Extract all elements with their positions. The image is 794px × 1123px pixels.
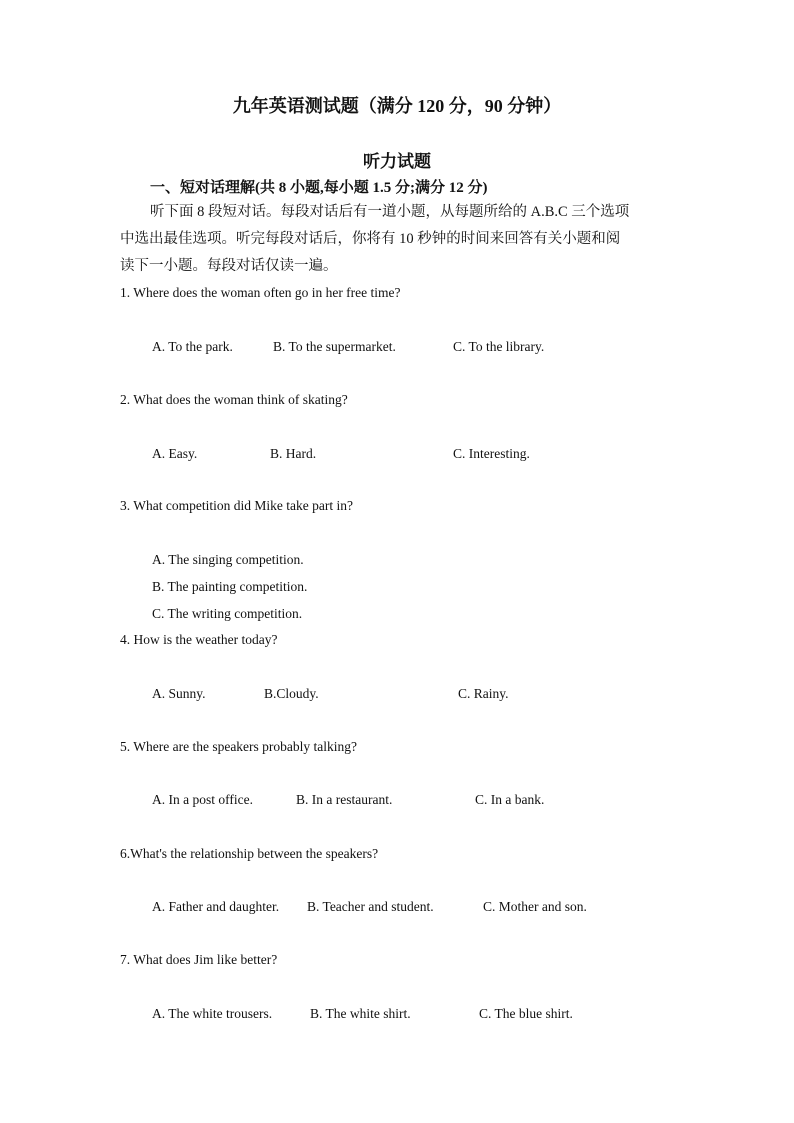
- instruction-line: 听下面 8 段短对话。每段对话后有一道小题，从每题所给的 A.B.C 三个选项: [150, 204, 630, 220]
- option-c: C. Mother and son.: [483, 899, 587, 914]
- option-a: A. The singing competition.: [152, 552, 304, 567]
- question-text: 2. What does the woman think of skating?: [120, 392, 348, 407]
- option-b: B.Cloudy.: [264, 686, 319, 701]
- question-text: 7. What does Jim like better?: [120, 952, 278, 967]
- question-text: 1. Where does the woman often go in her free time?: [120, 285, 401, 300]
- option-a: A. Father and daughter.: [152, 899, 280, 914]
- option-a: A. To the park.: [152, 339, 233, 354]
- section-title: 听力试题: [363, 152, 431, 171]
- page-title: 九年英语测试题（满分 120 分，90 分钟）: [232, 96, 562, 116]
- option-c: C. Interesting.: [453, 446, 530, 461]
- option-b: B. The white shirt.: [310, 1006, 411, 1021]
- option-a: A. In a post office.: [152, 792, 253, 807]
- option-b: B. To the supermarket.: [273, 339, 396, 354]
- option-a: A. Sunny.: [152, 686, 206, 701]
- option-c: C. To the library.: [453, 339, 545, 354]
- option-b: B. Teacher and student.: [307, 899, 434, 914]
- question-text: 6.What's the relationship between the speakers?: [120, 846, 379, 861]
- option-a: A. Easy.: [152, 446, 198, 461]
- option-a: A. The white trousers.: [152, 1006, 273, 1021]
- section-heading: 一、短对话理解(共 8 小题,每小题 1.5 分;满分 12 分): [150, 180, 488, 196]
- instruction-line: 中选出最佳选项。听完每段对话后，你将有 10 秒钟的时间来回答有关小题和阅: [120, 231, 621, 247]
- question-text: 4. How is the weather today?: [120, 632, 278, 647]
- option-c: C. Rainy.: [458, 686, 509, 701]
- option-b: B. Hard.: [270, 446, 317, 461]
- option-c: C. The blue shirt.: [479, 1006, 573, 1021]
- option-b: B. The painting competition.: [152, 579, 308, 594]
- option-c: C. The writing competition.: [152, 606, 303, 621]
- instruction-line: 读下一小题。每段对话仅读一遍。: [120, 258, 338, 274]
- question-text: 5. Where are the speakers probably talking?: [120, 739, 358, 754]
- question-text: 3. What competition did Mike take part in?: [120, 498, 353, 513]
- option-b: B. In a restaurant.: [296, 792, 393, 807]
- option-c: C. In a bank.: [475, 792, 545, 807]
